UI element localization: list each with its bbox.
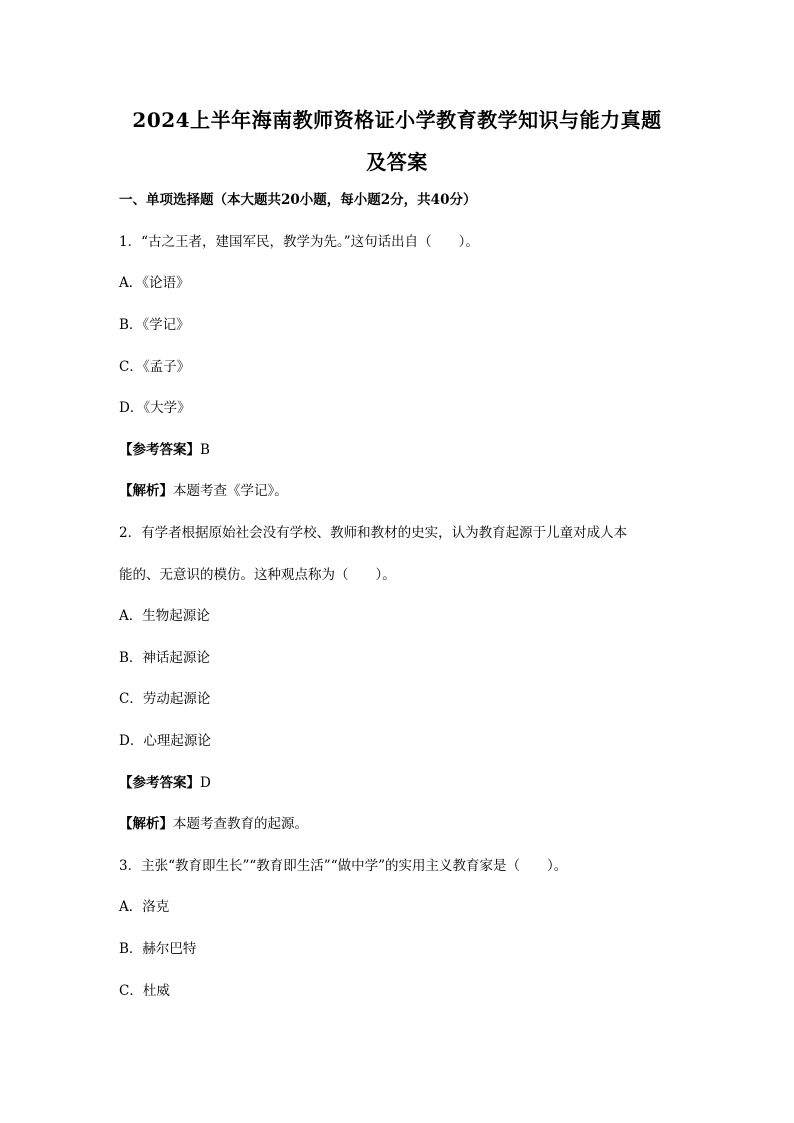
- question-3-option-a: A．洛克: [119, 899, 170, 915]
- question-3-option-b: B．赫尔巴特: [119, 941, 197, 957]
- question-2-analysis: [119, 814, 308, 834]
- analysis-label: 【解析】: [119, 483, 173, 499]
- question-1-answer: [119, 440, 210, 460]
- question-1-analysis: [119, 481, 288, 501]
- question-2-option-a: A．生物起源论: [119, 608, 210, 624]
- answer-label: 【参考答案】: [119, 442, 200, 458]
- question-2-option-b: B．神话起源论: [119, 650, 210, 666]
- document-title-line2: 及答案: [366, 150, 428, 174]
- analysis-label: 【解析】: [119, 816, 173, 832]
- question-2-answer: [119, 773, 211, 793]
- question-1-option-b: B．《学记》: [119, 317, 190, 333]
- question-2-stem-line1: 2．有学者根据原始社会没有学校、教师和教材的史实，认为教育起源于儿童对成人本: [119, 525, 628, 541]
- question-3-option-c: C．杜威: [119, 983, 170, 999]
- question-2-option-c: C．劳动起源论: [119, 691, 211, 707]
- analysis-text: 本题考查《学记》。: [173, 483, 288, 499]
- answer-label: 【参考答案】: [119, 775, 200, 791]
- answer-value: B: [200, 442, 210, 458]
- analysis-text: 本题考查教育的起源。: [173, 816, 308, 832]
- question-1-option-a: A．《论语》: [119, 275, 190, 291]
- question-2-stem-line2: 能的、无意识的模仿。这种观点称为（ ）。: [119, 567, 396, 583]
- question-1-option-d: D．《大学》: [119, 400, 191, 416]
- document-title-line1: 2024上半年海南教师资格证小学教育教学知识与能力真题: [132, 108, 662, 132]
- question-1-option-c: C．《孟子》: [119, 359, 191, 375]
- question-1-stem: 1．“古之王者，建国军民，教学为先。”这句话出自（ ）。: [119, 234, 479, 250]
- section-heading: 一、单项选择题（本大题共20小题，每小题2分，共40分）: [119, 192, 477, 208]
- question-3-stem: 3．主张“教育即生长”“教育即生活”“做中学”的实用主义教育家是（ ）。: [119, 858, 568, 874]
- answer-value: D: [200, 775, 211, 791]
- question-2-option-d: D．心理起源论: [119, 733, 211, 749]
